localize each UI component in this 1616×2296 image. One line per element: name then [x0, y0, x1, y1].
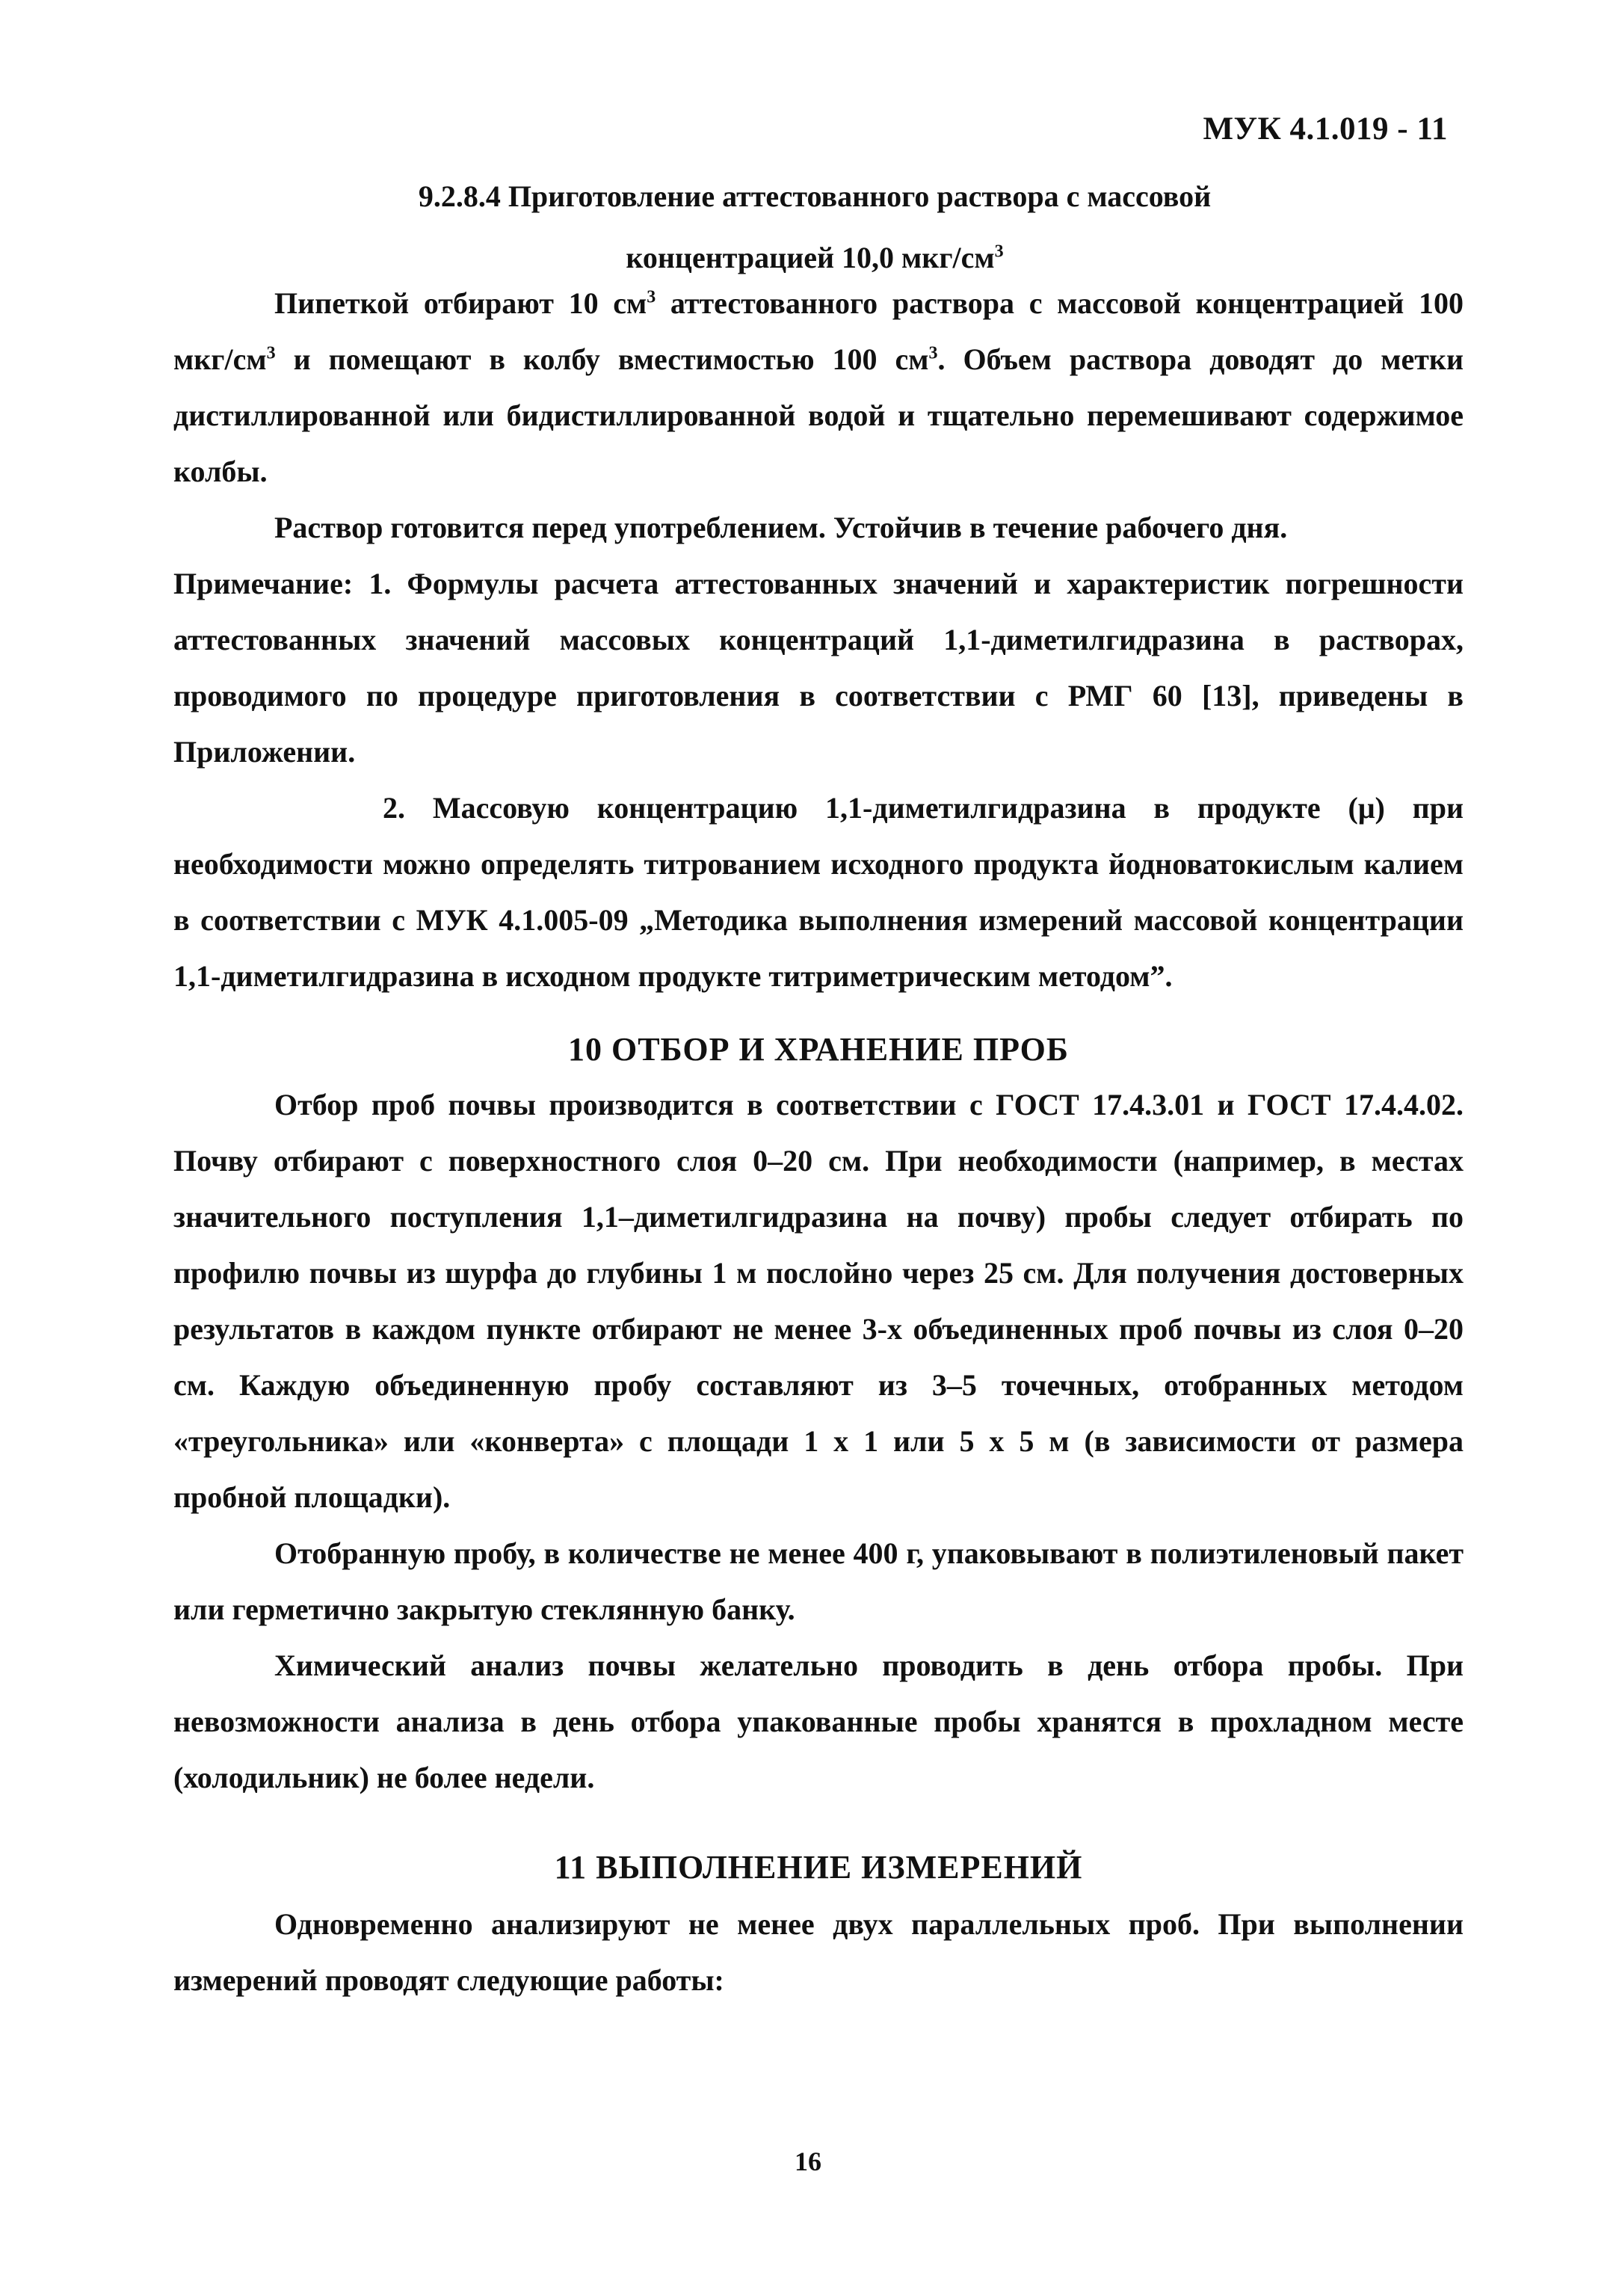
- subsection-body: [173, 275, 1464, 1004]
- section-10-paragraph-2: Отобранную пробу, в количестве не менее 400 г, упаковывают в полиэтиленовый пакет или герметично закрытую стеклянную банку.: [173, 1536, 1464, 1626]
- section-11-paragraph-1: Одновременно анализируют не менее двух параллельных проб. При выполнении измерений проводят следующие работы:: [173, 1907, 1464, 1997]
- subsection-title-line-2-text: концентрацией 10,0 мкг/см: [626, 241, 995, 274]
- superscript: 3: [266, 343, 276, 363]
- text-span: Пипеткой отбирают 10 см: [274, 286, 647, 320]
- superscript: 3: [994, 241, 1004, 262]
- paragraph-stability: Раствор готовится перед употреблением. Устойчив в течение рабочего дня.: [274, 511, 1288, 544]
- section-10-body: [173, 1077, 1464, 1806]
- page-number: 16: [795, 2146, 821, 2176]
- document-code: МУК 4.1.019 - 11: [1203, 111, 1448, 147]
- text-span: . Объем раствора доводят до метки дистиллированной или бидистиллированной водой и тщательно перемешивают содержимое колбы.: [173, 342, 1464, 488]
- section-10-heading: 10 ОТБОР И ХРАНЕНИЕ ПРОБ: [567, 1031, 1069, 1068]
- subsection-title: [164, 166, 1465, 289]
- superscript: 3: [928, 343, 938, 363]
- paragraph-pipette: [173, 275, 1464, 499]
- section-10-paragraph-3: Химический анализ почвы желательно проводить в день отбора пробы. При невозможности анализа в день отбора упакованные пробы хранятся в прохладном месте (холодильник) не более недели.: [173, 1649, 1464, 1794]
- note-1: Примечание: 1. Формулы расчета аттестованных значений и характеристик погрешности аттестованных значений массовых концентраций 1,1-диметилгидразина в растворах, проводимого по процедуре приготовления в соответствии с РМГ 60 [13], приведены в Приложении.: [173, 567, 1464, 769]
- text-span: аттестованного раствора с массовой концентрацией 100 мкг/см: [173, 286, 1464, 376]
- section-11-heading: 11 ВЫПОЛНЕНИЕ ИЗМЕРЕНИЙ: [554, 1849, 1083, 1886]
- subsection-title-line-1: 9.2.8.4 Приготовление аттестованного раствора с массовой: [418, 179, 1212, 213]
- superscript: 3: [647, 287, 656, 307]
- text-span: и помещают в колбу вместимостью 100 см: [275, 342, 929, 376]
- section-10-paragraph-1: Отбор проб почвы производится в соответствии с ГОСТ 17.4.3.01 и ГОСТ 17.4.4.02. Почву отбирают с поверхностного слоя 0–20 см. При необходимости (например, в местах значительного поступления 1,1–диметилгидразина на почву) пробы следует отбирать по профилю почвы из шурфа до глубины 1 м послойно через 25 см. Для получения достоверных результатов в каждом пункте отбирают не менее 3-х объединенных проб почвы из слоя 0–20 см. Каждую объединенную пробу составляют из 3–5 точечных, отобранных методом «треугольника» или «конверта» с площади 1 х 1 или 5 х 5 м (в зависимости от размера пробной площадки).: [173, 1088, 1464, 1514]
- note-2: 2. Массовую концентрацию 1,1-диметилгидразина в продукте (μ) при необходимости можно определять титрованием исходного продукта йодноватокислым калием в соответствии с МУК 4.1.005-09 „Методика выполнения измерений массовой концентрации 1,1-диметилгидразина в исходном продукте титриметрическим методом”.: [173, 791, 1464, 993]
- section-11-body: [173, 1896, 1464, 2008]
